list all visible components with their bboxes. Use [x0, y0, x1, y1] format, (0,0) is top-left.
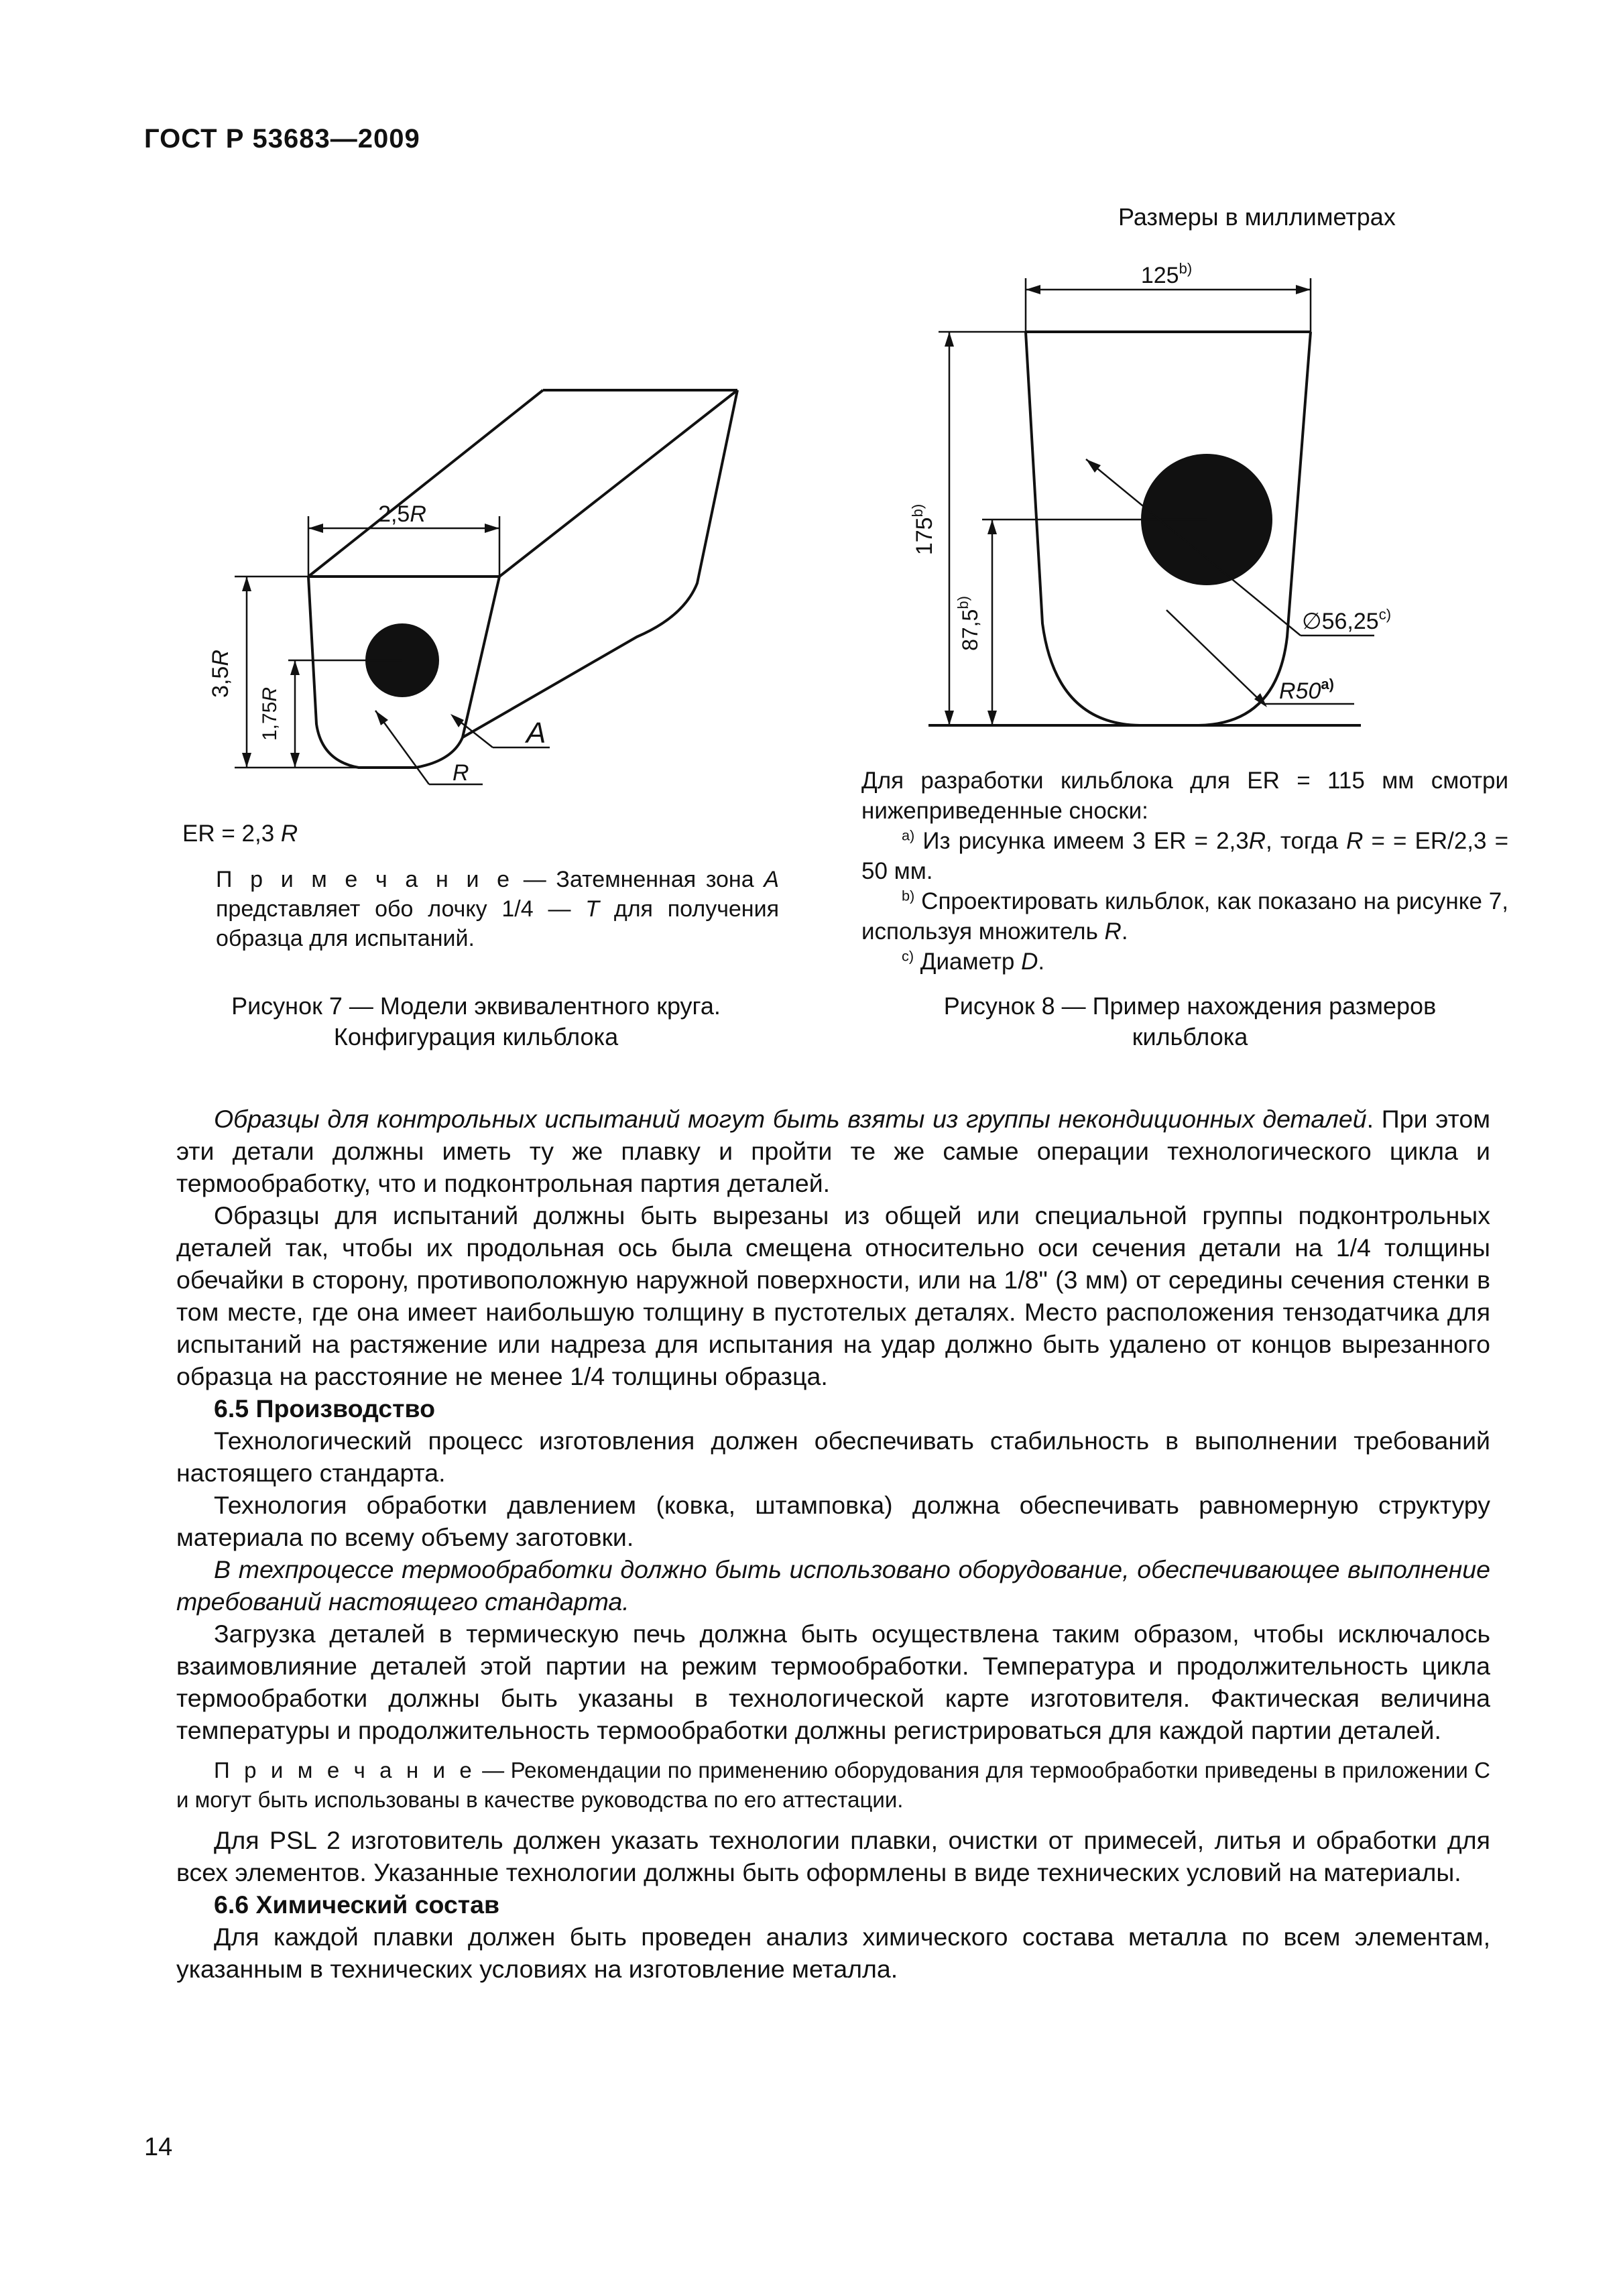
note-mid: представляет обо лочку 1/4 —: [216, 896, 586, 922]
figure-8: [892, 248, 1428, 744]
figure-8-dim-half: 87,5$^{b)}$: [955, 596, 982, 651]
er-formula-text: ER = 2,3: [182, 821, 281, 847]
section-heading-6-5: 6.5 Производство: [214, 1394, 435, 1423]
figure-7-radius-label: R: [453, 760, 469, 786]
paragraph-7: Для PSL 2 изготовитель должен указать технологии плавки, очистки от примесей, литья и обработки для всех элементов. Указанные технологии должны быть оформлены в виде технических условий на материалы.: [176, 1826, 1490, 1886]
paragraph-1-italic: Образцы для контрольных испытаний могут быть взяты из группы некондиционных деталей: [214, 1105, 1367, 1133]
note-zone: A: [764, 867, 779, 892]
note-dash: — Затемненная зона: [514, 867, 764, 892]
figure-7-dim-top: 2,5R: [378, 501, 426, 527]
figure-8-units-label: Размеры в миллиметрах: [1118, 203, 1396, 231]
footnote-a: $^{а)}$ Из рисунка имеем 3 ER = 2,3R, тогда R = = ER/2,3 = 50 мм.: [861, 827, 1509, 884]
footnote-b: $^{b)}$ Спроектировать кильблок, как показано на рисунке 7, используя множитель R.: [861, 887, 1508, 945]
section-heading-6-6: 6.6 Химический состав: [214, 1890, 500, 1919]
footnote-c: $^{c)}$ Диаметр D.: [902, 947, 1045, 975]
paragraph-6: Загрузка деталей в термическую печь должна быть осуществлена таким образом, чтобы исключалось взаимовлияние деталей этой партии на режим термообработки. Температура и продолжительность цикла термообработки должны быть указаны в технологической карте изготовителя. Фактическая величина температуры и продолжительность термообработки должны регистрироваться для каждой партии деталей.: [176, 1620, 1490, 1744]
body-note-prefix: П р и м е ч а н и е: [214, 1758, 476, 1783]
figure-7-er-formula: [182, 819, 298, 849]
paragraph-3: Технологический процесс изготовления должен обеспечивать стабильность в выполнении требований настоящего стандарта.: [176, 1427, 1490, 1487]
body-note: [176, 1756, 1490, 1815]
body-text: [176, 1103, 1490, 1985]
note-t: T: [585, 896, 600, 922]
figure-8-drawing: [892, 248, 1428, 744]
paragraph-5-italic: В техпроцессе термообработки должно быть использовано оборудование, обеспечивающее выполнение требований настоящего стандарта.: [176, 1555, 1490, 1616]
figure-8-caption-line1: Рисунок 8 — Пример нахождения размеров: [943, 992, 1437, 1020]
figure-8-description: [861, 766, 1508, 977]
figure-7: [201, 375, 804, 818]
figure-7-caption-line1: Рисунок 7 — Модели эквивалентного круга.: [231, 992, 721, 1020]
figure-7-drawing: [201, 375, 804, 818]
page-number: 14: [144, 2133, 173, 2161]
figure-8-dim-top: 125$^{b)}$: [1140, 260, 1193, 288]
figure-8-caption: [871, 991, 1508, 1052]
paragraph-1-rest: . При этом эти детали должны иметь ту же плавку и пройти те же самые операции технологического цикла и термообработку, что и подконтрольная партия деталей.: [176, 1105, 1490, 1197]
paragraph-8: Для каждой плавки должен быть проведен анализ химического состава металла по всем элементам, указанным в технических условиях на изготовление металла.: [176, 1923, 1490, 1983]
document-header: ГОСТ Р 53683—2009: [144, 124, 420, 154]
paragraph-1: [176, 1103, 1490, 1199]
paragraph-5: [176, 1553, 1490, 1618]
figure-7-dim-left-outer: 3,5R: [208, 650, 233, 698]
figure-8-radius: R50$^{a)}$: [1279, 676, 1334, 704]
figure-8-dim-height: 175$^{b)}$: [909, 503, 937, 556]
figure-7-note: [216, 865, 779, 953]
paragraph-4: Технология обработки давлением (ковка, штамповка) должна обеспечивать равномерную структуру материала по всему объему заготовки.: [176, 1491, 1490, 1551]
note-prefix: П р и м е ч а н и е: [216, 867, 514, 892]
figure-8-diameter: ∅56,25$^{c)}$: [1302, 606, 1392, 634]
paragraph-2: Образцы для испытаний должны быть вырезаны из общей или специальной группы подконтрольных деталей так, чтобы их продольная ось была смещена относительно оси сечения детали на 1/4 толщины обечайки в сторону, противоположную наружной поверхности, или на 1/8" (3 мм) от середины сечения стенки в том месте, где она имеет наибольшую толщину в пустотелых деталях. Место расположения тензодатчика для испытаний на растяжение или надреза для испытания на удар должно быть удалено от концов вырезанного образца на расстояние не менее 1/4 толщины образца.: [176, 1201, 1490, 1390]
figure-7-caption: [174, 991, 778, 1052]
note-end: для получения образца для испытаний.: [216, 896, 779, 951]
figure-7-dim-left-inner: 1,75R: [259, 686, 281, 741]
figure-7-caption-line2: Конфигурация кильблока: [333, 1023, 619, 1050]
body-note-text: — Рекомендации по применению оборудования для термообработки приведены в приложении С и могут быть использованы в качестве руководства по его аттестации.: [176, 1758, 1490, 1812]
figure-8-caption-line2: кильблока: [1132, 1023, 1248, 1050]
er-formula-var: R: [280, 821, 298, 847]
figure-8-desc-line: Для разработки кильблока для ER = 115 мм смотри нижеприведенные сноски:: [861, 768, 1508, 824]
figure-7-zone-label: A: [526, 717, 546, 749]
